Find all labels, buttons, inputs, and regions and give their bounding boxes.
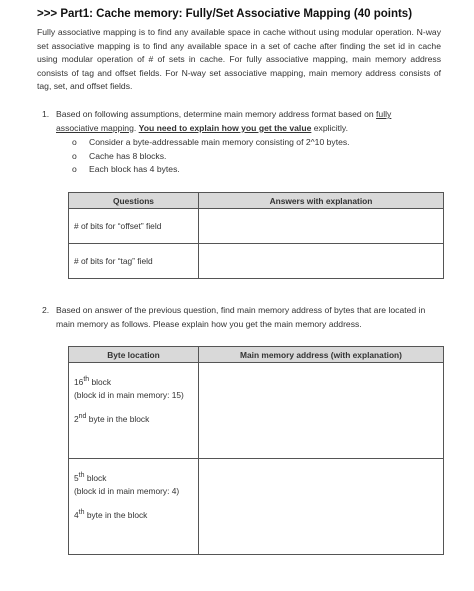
block-word: block bbox=[84, 472, 107, 483]
table-row bbox=[69, 209, 444, 244]
byte-word: byte in the block bbox=[86, 413, 150, 424]
col-header-byte-location: Byte location bbox=[69, 347, 199, 363]
byte-number: 2 bbox=[74, 413, 79, 424]
ordinal-suffix: th bbox=[78, 472, 85, 479]
byte-location-cell bbox=[69, 363, 199, 459]
bullet-text: Each block has 4 bytes. bbox=[89, 164, 180, 174]
table-header-row bbox=[69, 193, 444, 209]
bullet-text: Cache has 8 blocks. bbox=[89, 150, 167, 161]
list-item bbox=[56, 163, 434, 177]
ordinal-suffix: th bbox=[78, 508, 85, 516]
table-header-row bbox=[69, 347, 444, 363]
q1-text-a: Based on following assumptions, determine main memory address format based on bbox=[56, 109, 377, 119]
q1-answer-table bbox=[68, 192, 444, 279]
row-label-offset: # of bits for “offset” field bbox=[69, 209, 199, 244]
q2-text: Based on answer of the previous question, find main memory address of bytes that are located in main memory as follows. Please explain how you get the main memory address. bbox=[56, 305, 426, 329]
col-header-answers: Answers with explanation bbox=[199, 193, 444, 209]
list-item bbox=[56, 150, 434, 164]
address-answer-cell[interactable] bbox=[199, 363, 444, 459]
question-1-number: 1. bbox=[42, 109, 50, 119]
table-row bbox=[69, 363, 444, 459]
byte-word: byte in the block bbox=[84, 509, 148, 520]
question-2-number: 2. bbox=[42, 305, 50, 315]
page-heading: >>> Part1: Cache memory: Fully/Set Associative Mapping (40 points) bbox=[37, 8, 413, 20]
block-id-note: (block id in main memory: 4) bbox=[74, 485, 180, 496]
q1-assumptions-list bbox=[56, 136, 434, 177]
byte-number: 4 bbox=[74, 509, 79, 520]
block-number: 16 bbox=[74, 376, 84, 387]
row-label-tag: # of bits for “tag” field bbox=[69, 244, 199, 279]
question-1 bbox=[42, 108, 434, 177]
table-row bbox=[69, 459, 444, 555]
block-id-note: (block id in main memory: 15) bbox=[74, 389, 184, 400]
address-answer-cell[interactable] bbox=[199, 459, 444, 555]
bullet-marker: o bbox=[72, 137, 77, 147]
answer-cell-tag[interactable] bbox=[199, 244, 444, 279]
q1-text-underline: fully associative mapping bbox=[56, 109, 392, 133]
block-number: 5 bbox=[74, 472, 79, 483]
list-item bbox=[56, 136, 434, 150]
col-header-main-memory-address: Main memory address (with explanation) bbox=[199, 347, 444, 363]
bullet-marker: o bbox=[72, 150, 77, 161]
question-2 bbox=[42, 304, 434, 331]
q1-text-b: . bbox=[133, 122, 139, 133]
q2-answer-table bbox=[68, 346, 444, 555]
bullet-marker: o bbox=[72, 164, 77, 174]
q1-text-c: explicitly. bbox=[311, 122, 348, 133]
intro-paragraph: Fully associative mapping is to find any available space in cache without using modular operation. N-way set associative mapping is to find any available space in a set of cache after finding the set id in cache using modular operation of # of sets in cache. For fully associative mapping, main memory address consists of tag and offset fields. For N-way set associative mapping, main memory address consists of tag, set, and offset fields. bbox=[37, 27, 441, 91]
block-word: block bbox=[89, 376, 112, 387]
byte-location-cell bbox=[69, 459, 199, 555]
bullet-text: Consider a byte-addressable main memory consisting of 2^10 bytes. bbox=[89, 137, 350, 147]
ordinal-suffix: nd bbox=[78, 412, 87, 420]
table-row bbox=[69, 244, 444, 279]
q1-text-bold: You need to explain how you get the value bbox=[138, 122, 312, 133]
ordinal-suffix: th bbox=[83, 376, 90, 383]
answer-cell-offset[interactable] bbox=[199, 209, 444, 244]
col-header-questions: Questions bbox=[69, 193, 199, 209]
